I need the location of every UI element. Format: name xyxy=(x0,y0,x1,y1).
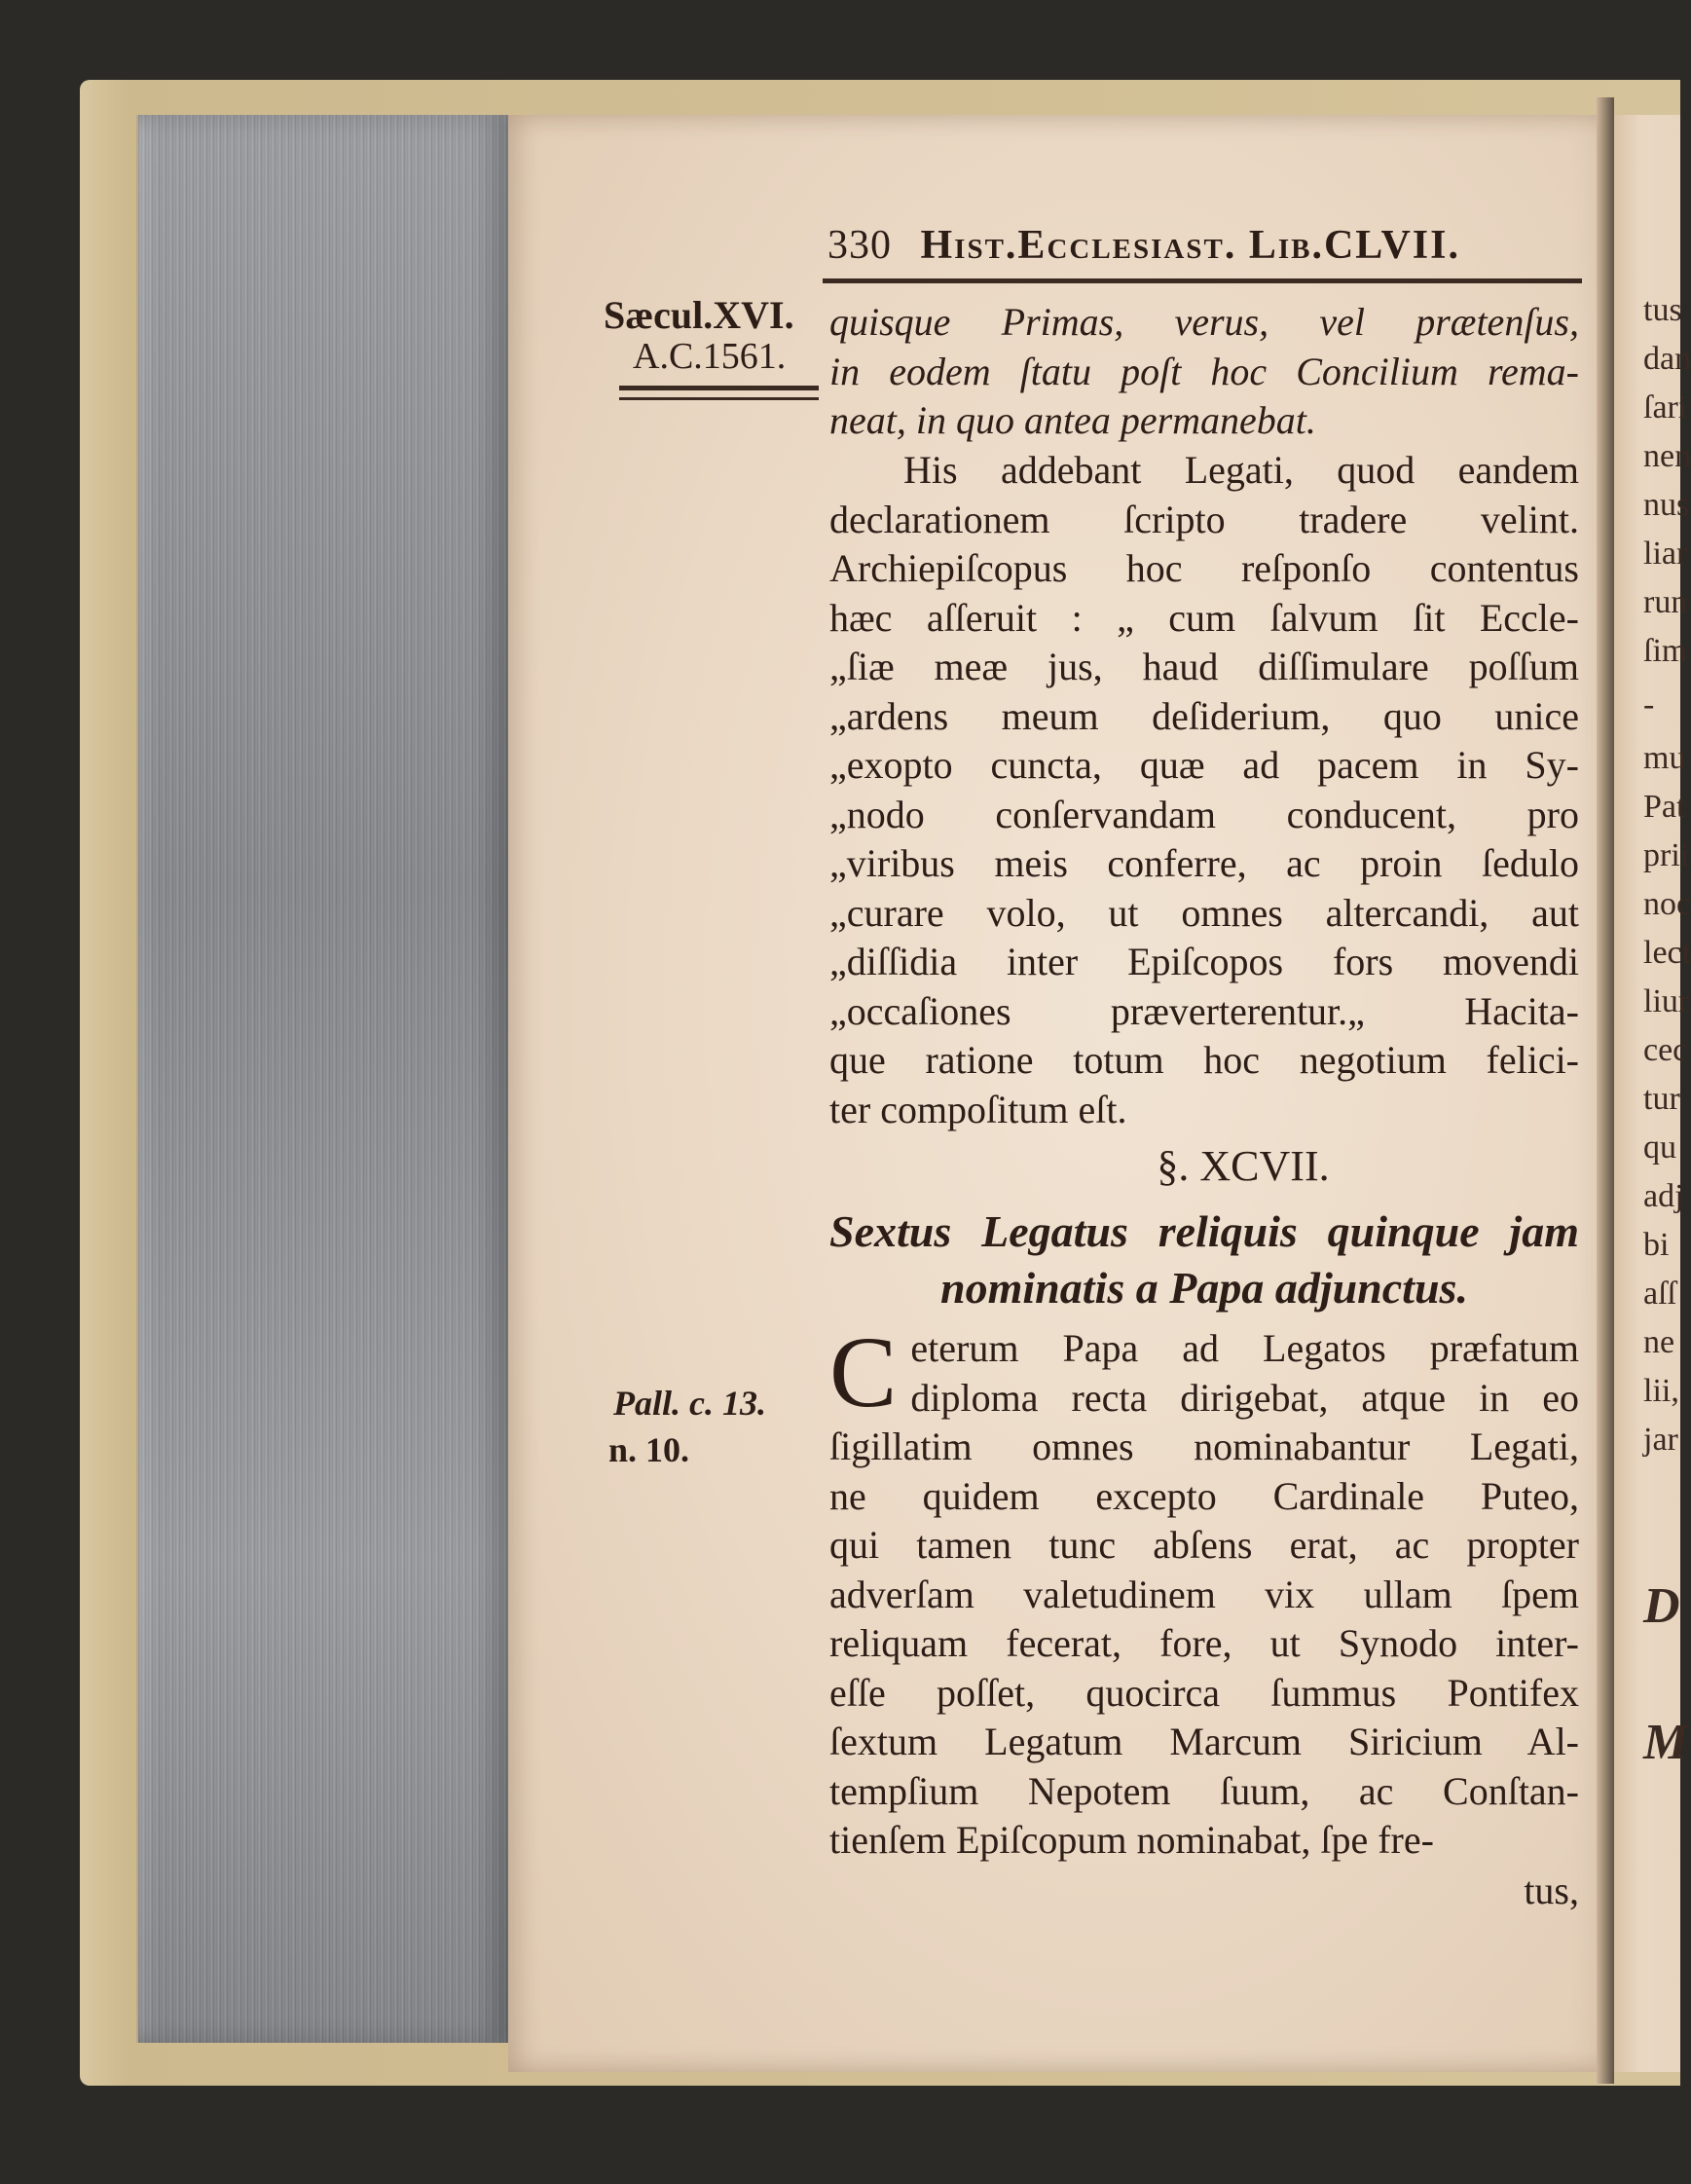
text-line: „curare volo, ut omnes altercandi, aut xyxy=(829,890,1579,935)
text-line: eſſe poſſet, quocirca ſummus Pontifex xyxy=(829,1670,1579,1715)
page-number: 330 xyxy=(827,223,892,268)
text-line: adverſam valetudinem vix ullam ſpem xyxy=(829,1572,1579,1616)
facing-page-fragment: ſari xyxy=(1643,389,1688,426)
facing-page-fragment: mu xyxy=(1643,740,1686,776)
paragraph-3 xyxy=(829,1316,1579,1866)
margin-rule xyxy=(619,386,819,390)
margin-year: A.C.1561. xyxy=(633,336,787,377)
text-line: Archiepiſcopus hoc reſponſo contentus xyxy=(829,546,1579,590)
running-header xyxy=(827,222,1460,269)
text-line: ſigillatim omnes nominabantur Legati, xyxy=(829,1425,1579,1468)
facing-page-fragment: qu xyxy=(1643,1129,1676,1166)
facing-page-fragment: lii, xyxy=(1643,1373,1679,1409)
text-line: tempſium Nepotem ſuum, ac Conſtan- xyxy=(829,1768,1579,1813)
margin-rule-thin xyxy=(619,397,819,400)
facing-page-fragment: nus xyxy=(1643,487,1690,523)
text-line: in eodem ſtatu poſt hoc Concilium rema- xyxy=(829,349,1579,393)
facing-page xyxy=(1614,115,1691,2072)
text-line: diploma recta dirigebat, atque in eo xyxy=(910,1375,1579,1420)
header-rule xyxy=(823,278,1582,283)
text-line: „ſiæ meæ jus, haud diſſimulare poſſum xyxy=(829,645,1579,688)
paragraph-1 xyxy=(829,298,1579,446)
text-line: ſextum Legatum Marcum Siricium Al- xyxy=(829,1720,1579,1763)
text-line: eterum Papa ad Legatos præfatum xyxy=(910,1326,1579,1370)
drop-capital: C xyxy=(829,1316,898,1428)
text-line: declarationem ſcripto tradere velint. xyxy=(829,497,1579,541)
text-line: que ratione totum hoc negotium felici- xyxy=(829,1038,1579,1082)
facing-page-fragment: dan xyxy=(1643,341,1691,377)
text-line: tienſem Epiſcopum nominabat, ſpe fre- xyxy=(829,1818,1434,1862)
facing-page-fragment: liar xyxy=(1643,536,1688,572)
summary-line-1: Sextus Legatus reliquis quinque jam xyxy=(829,1206,1579,1256)
margin-citation: Pall. c. 13. xyxy=(613,1384,766,1423)
facing-page-fragment: run xyxy=(1643,584,1688,620)
facing-page-fragment: nen xyxy=(1643,438,1691,474)
text-line: „ardens meum deſiderium, quo unice xyxy=(829,693,1579,738)
facing-page-fragment: tus xyxy=(1643,292,1682,328)
facing-page-fragment: M xyxy=(1643,1715,1689,1770)
facing-page-fragment: prii xyxy=(1643,837,1690,873)
facing-page-fragment: liur xyxy=(1643,983,1690,1019)
facing-page-fragment: jar xyxy=(1643,1422,1678,1458)
facing-page-fragment: adj xyxy=(1643,1178,1684,1214)
facing-page-fragment: - xyxy=(1643,686,1655,722)
text-line: ne quidem excepto Cardinale Puteo, xyxy=(829,1473,1579,1518)
text-line: „occaſiones præverterentur.„ Hacita- xyxy=(829,988,1579,1033)
facing-page-fragment: tur xyxy=(1643,1081,1680,1117)
text-line: hæc aſſeruit : „ cum ſalvum ſit Eccle- xyxy=(829,595,1579,640)
catchword: tus, xyxy=(1524,1869,1579,1912)
text-line: „viribus meis conferre, ac proin ſedulo xyxy=(829,841,1579,885)
text-line: reliquam fecerat, fore, ut Synodo inter- xyxy=(829,1621,1579,1665)
paragraph-2 xyxy=(829,446,1579,1134)
running-title: Hist.Ecclesiast. Lib.CLVII. xyxy=(920,223,1460,268)
text-line: „nodo conſervandam conducent, pro xyxy=(829,792,1579,836)
facing-page-fragment: D xyxy=(1643,1578,1680,1634)
page-edges xyxy=(136,115,510,2043)
text-line: neat, in quo antea permanebat. xyxy=(829,398,1316,442)
facing-page-fragment: lect xyxy=(1643,935,1691,971)
text-line: ter compoſitum eſt. xyxy=(829,1087,1127,1131)
text-line: His addebant Legati, quod eandem xyxy=(903,448,1579,492)
margin-citation-number: n. 10. xyxy=(608,1430,690,1469)
facing-page-fragment: ſim xyxy=(1643,633,1688,669)
summary-line-2: nominatis a Papa adjunctus. xyxy=(940,1263,1468,1313)
facing-page-fragment: Pat xyxy=(1643,789,1686,825)
text-line: quisque Primas, verus, vel prætenſus, xyxy=(829,300,1579,344)
facing-page-fragment: noc xyxy=(1643,886,1691,922)
facing-page-fragment: aſſ xyxy=(1643,1276,1676,1312)
facing-page-fragment: bi xyxy=(1643,1227,1670,1263)
facing-page-fragment: cec xyxy=(1643,1032,1688,1068)
margin-century: Sæcul.XVI. xyxy=(604,293,794,337)
book-gutter xyxy=(1597,97,1614,2084)
text-line: „exopto cuncta, quæ ad pacem in Sy- xyxy=(829,743,1579,787)
text-line: qui tamen tunc abſens erat, ac propter xyxy=(829,1523,1579,1567)
section-summary xyxy=(829,1203,1579,1316)
facing-page-fragment: ne xyxy=(1643,1324,1675,1360)
section-heading: §. XCVII. xyxy=(1157,1142,1330,1190)
text-line: „diſſidia inter Epiſcopos fors movendi xyxy=(829,940,1579,983)
